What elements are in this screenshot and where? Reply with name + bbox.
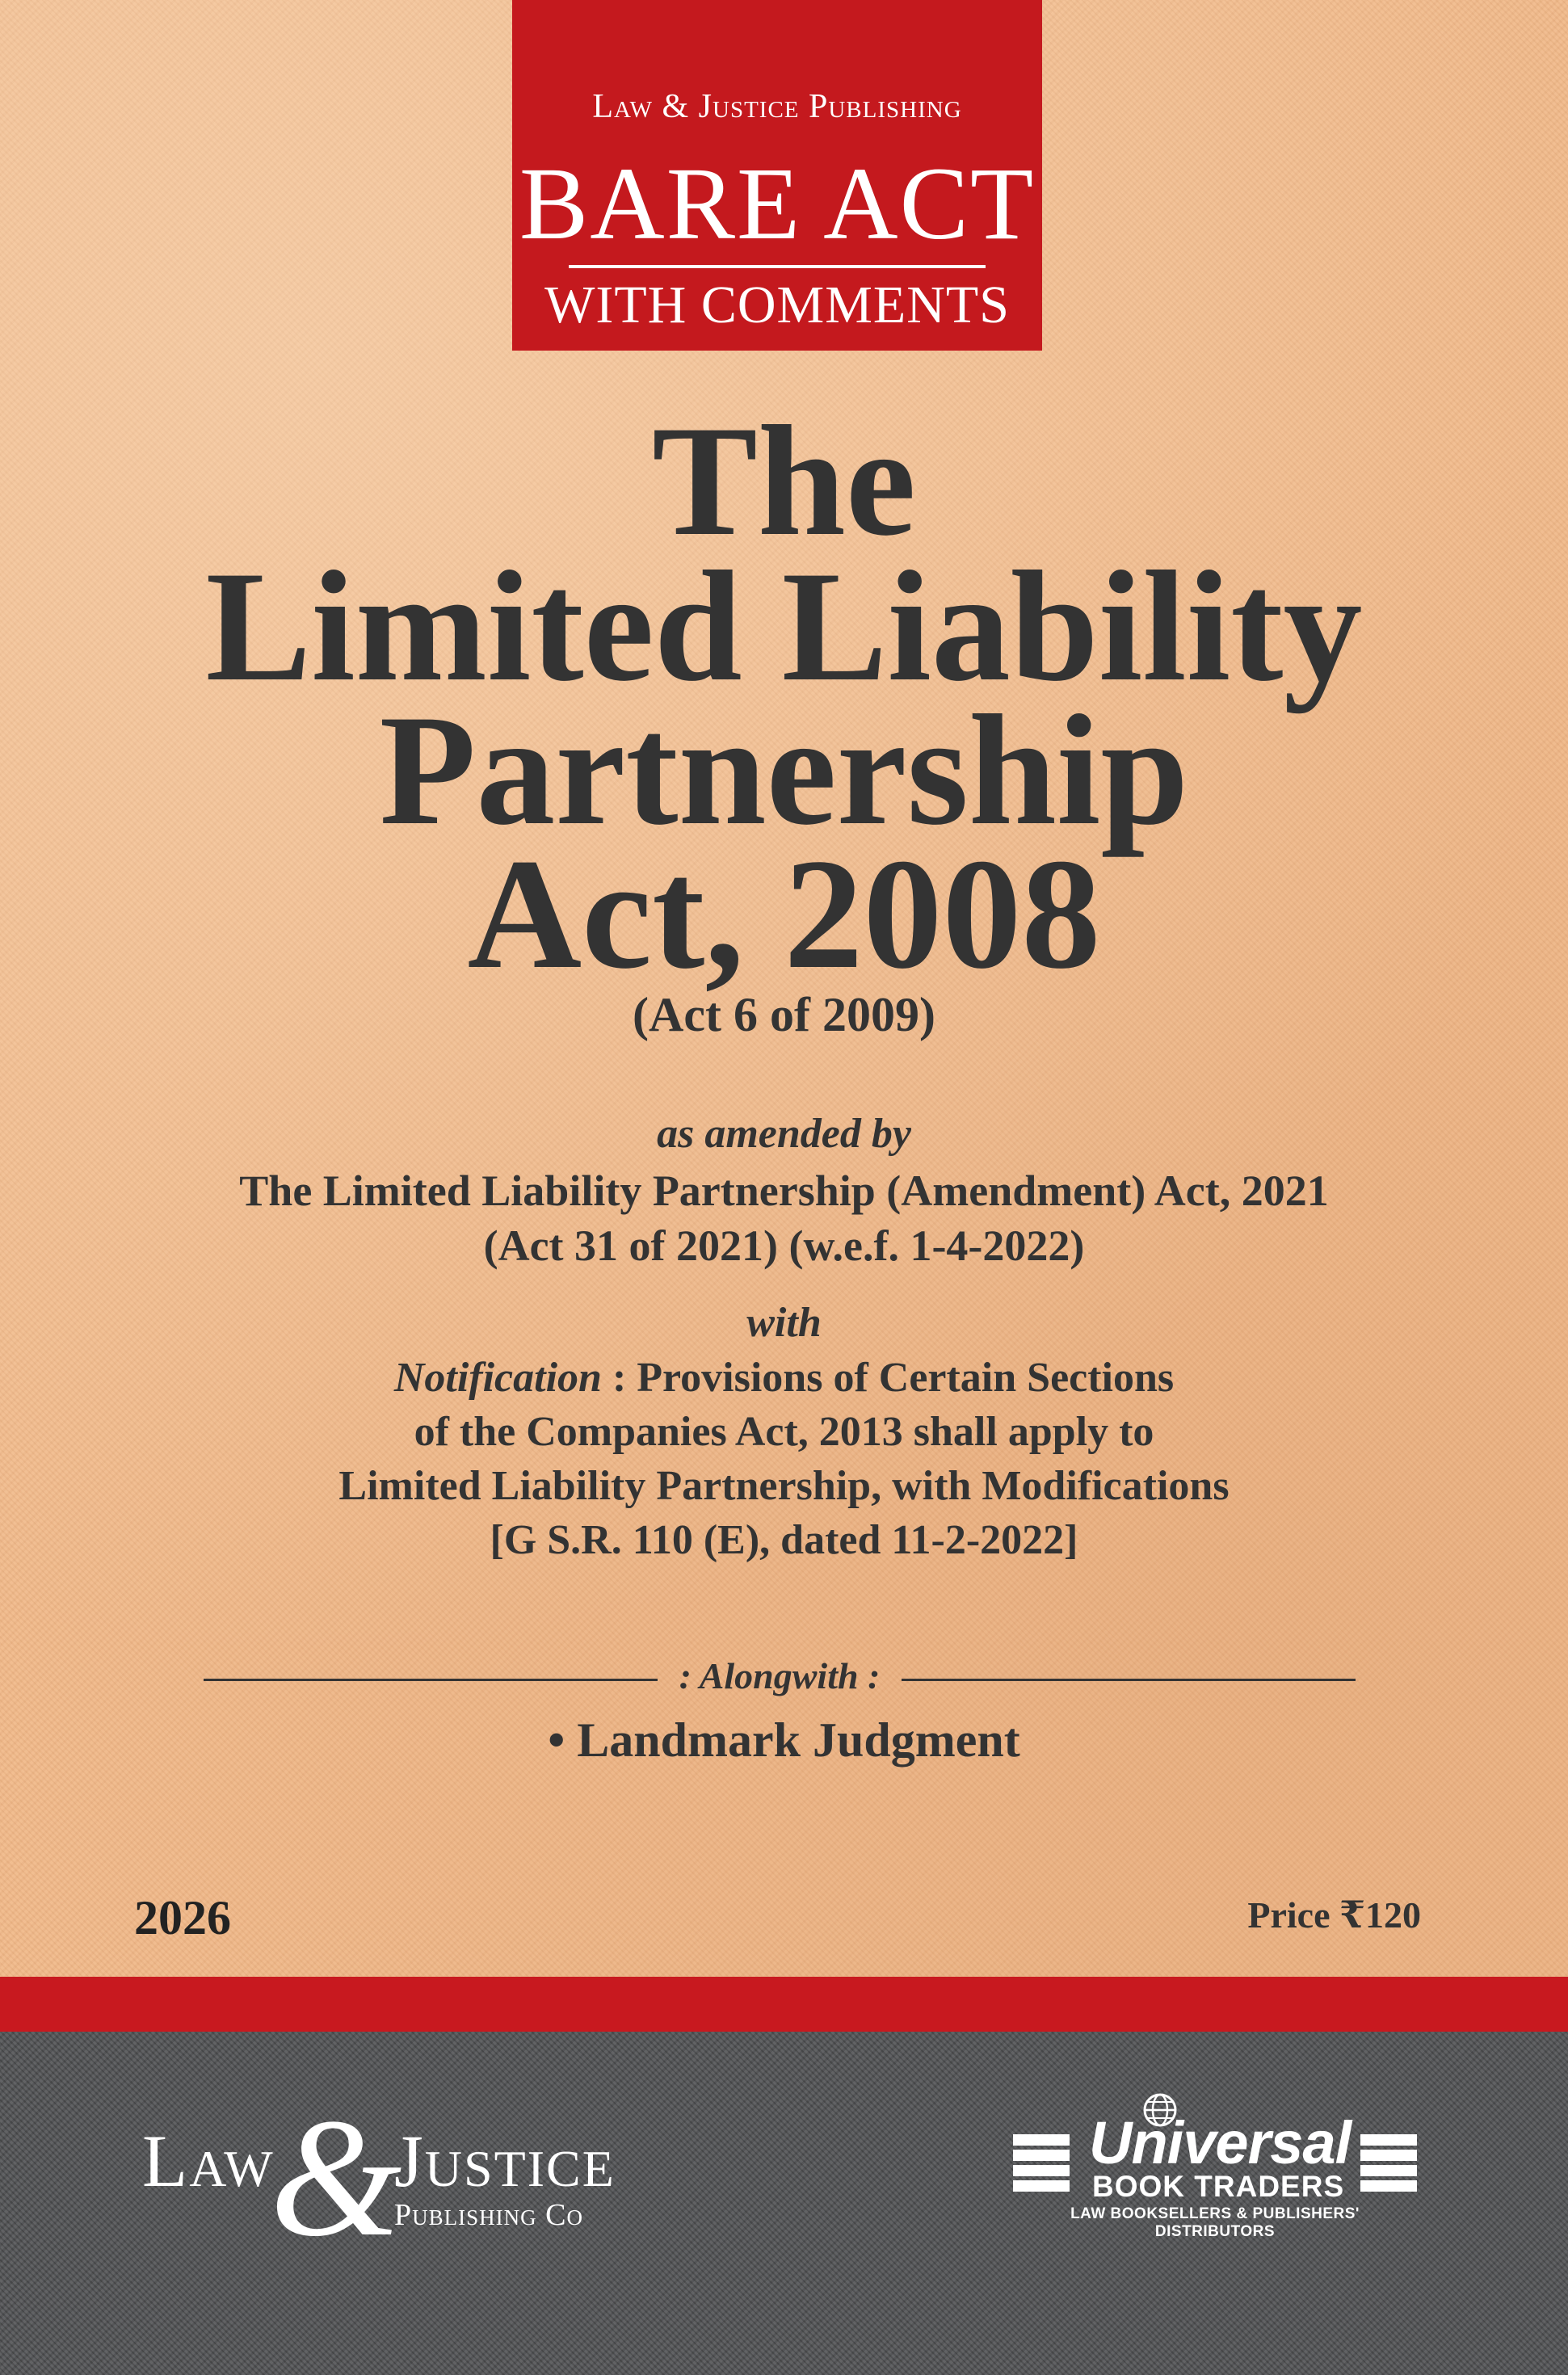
notification-label: Notification	[393, 1355, 602, 1401]
badge-divider	[569, 265, 986, 268]
landmark-judgment: • Landmark Judgment	[548, 1713, 1020, 1767]
notification-line-3: Limited Liability Partnership, with Modifications	[338, 1463, 1230, 1509]
lj-logo-justice: Justice	[394, 2120, 616, 2202]
title-line-2: Limited Liability	[205, 539, 1363, 714]
badge-publisher: Law & Justice Publishing	[592, 88, 962, 125]
amendment-act-number: (Act 31 of 2021) (w.e.f. 1-4-2022)	[483, 1221, 1085, 1270]
bare-act-badge	[512, 0, 1042, 351]
bars-icon-right	[1360, 2134, 1417, 2192]
universal-book-traders-logo	[1013, 2092, 1417, 2240]
alongwith-divider	[204, 1654, 1356, 1703]
with-label: with	[746, 1300, 822, 1346]
act-number: (Act 6 of 2009)	[633, 988, 935, 1041]
title-line-3: Partnership	[379, 683, 1189, 858]
lj-logo-law: Law	[142, 2120, 275, 2202]
red-stripe	[0, 1977, 1568, 2032]
notification-line-2: of the Companies Act, 2013 shall apply to	[414, 1409, 1154, 1455]
ub-logo-book-traders: BOOK TRADERS	[1092, 2170, 1345, 2203]
notification-line-4: [G S.R. 110 (E), dated 11-2-2022]	[490, 1517, 1078, 1563]
ub-logo-tagline: LAW BOOKSELLERS & PUBLISHERS' DISTRIBUTORS	[1070, 2205, 1360, 2240]
badge-subtitle: WITH COMMENTS	[544, 275, 1010, 334]
lj-logo-ampersand: &	[270, 2084, 402, 2272]
notification-block	[0, 1351, 1568, 1567]
title-line-4: Act, 2008	[467, 826, 1101, 1002]
price: Price ₹120	[1247, 1894, 1421, 1936]
lj-logo-publishing: Publishing Co	[394, 2198, 583, 2232]
alongwith-rule-right	[902, 1679, 1356, 1681]
alongwith-label: : Alongwith :	[679, 1655, 881, 1696]
law-justice-logo	[142, 2084, 627, 2272]
title-line-1: The	[652, 393, 916, 569]
notification-line-1-text: : Provisions of Certain Sections	[601, 1355, 1175, 1401]
ub-logo-universal: Universal	[1089, 2109, 1352, 2176]
notification-line-1	[0, 1351, 1568, 1405]
amended-by-label: as amended by	[657, 1111, 911, 1157]
amendment-act-line: The Limited Liability Partnership (Amendment) Act, 2021	[239, 1166, 1329, 1215]
edition-year: 2026	[134, 1891, 231, 1944]
badge-title: BARE ACT	[519, 146, 1036, 261]
bars-icon-left	[1013, 2134, 1070, 2192]
